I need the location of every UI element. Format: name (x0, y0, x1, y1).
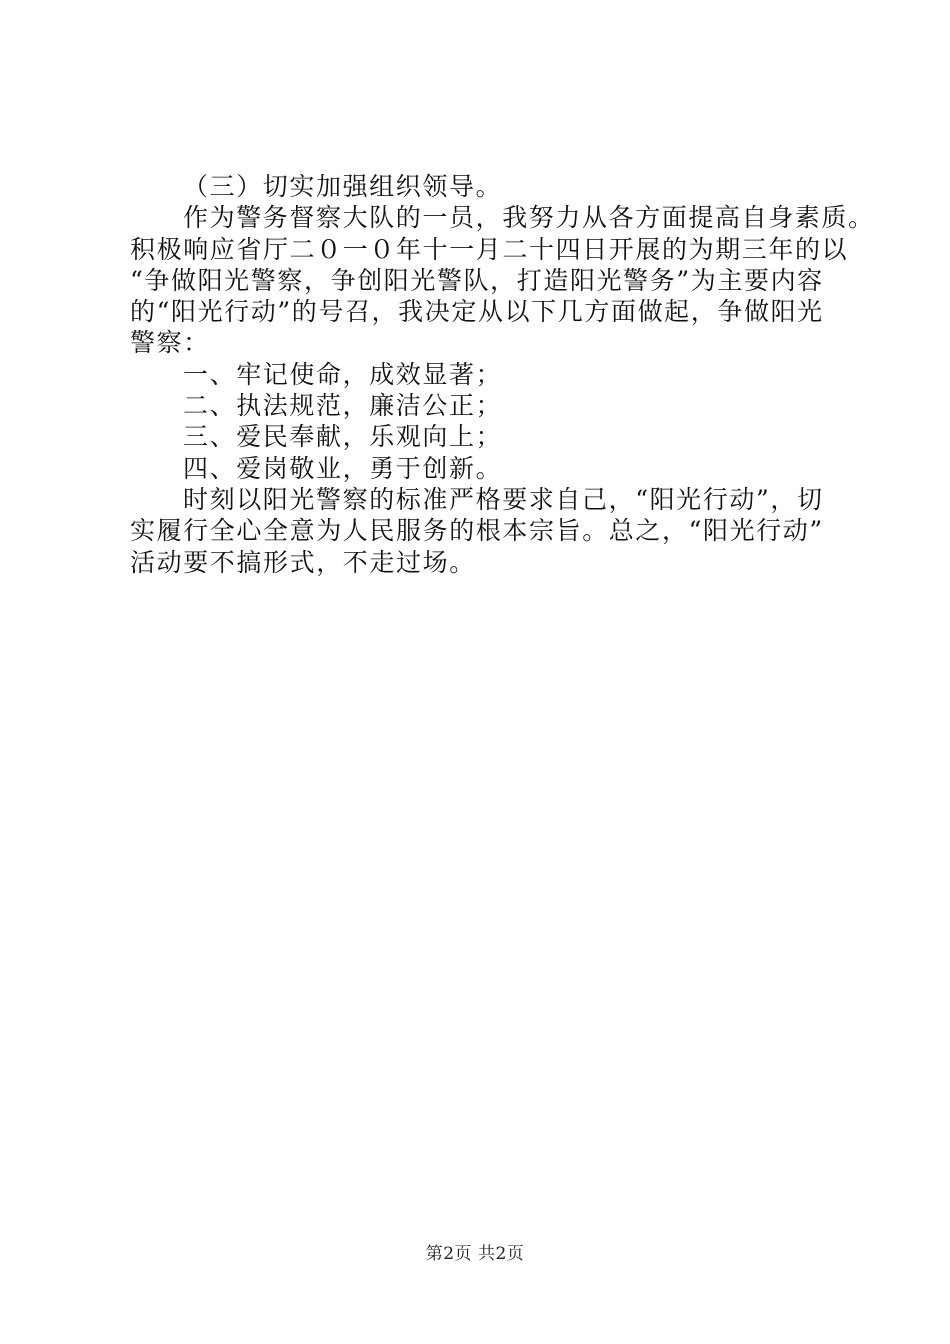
paragraph-line: 积极响应省厅二０一０年十一月二十四日开展的为期三年的以 (130, 234, 849, 264)
document-body (130, 171, 875, 578)
paragraph-line: 警察： (130, 328, 210, 358)
paragraph-line: 时刻以阳光警察的标准严格要求自己，“阳光行动”，切 (183, 484, 824, 514)
paragraph-line: 实履行全心全意为人民服务的根本宗旨。总之，“阳光行动” (130, 516, 824, 546)
page-footer: 第2页 共2页 (425, 1244, 525, 1264)
list-item: 二、执法规范，廉洁公正； (183, 391, 503, 421)
section-heading: （三）切实加强组织领导。 (183, 172, 503, 201)
paragraph-line: 活动要不搞形式，不走过场。 (130, 547, 476, 577)
list-item: 一、牢记使命，成效显著； (183, 359, 503, 389)
paragraph-line: 作为警务督察大队的一员，我努力从各方面提高自身素质。 (183, 203, 875, 233)
paragraph-line: 的“阳光行动”的号召，我决定从以下几方面做起，争做阳光 (130, 297, 824, 327)
paragraph-line: “争做阳光警察，争创阳光警队，打造阳光警务”为主要内容 (130, 265, 824, 295)
list-item: 三、爱民奉献，乐观向上； (183, 422, 503, 452)
list-item: 四、爱岗敬业，勇于创新。 (183, 453, 503, 483)
